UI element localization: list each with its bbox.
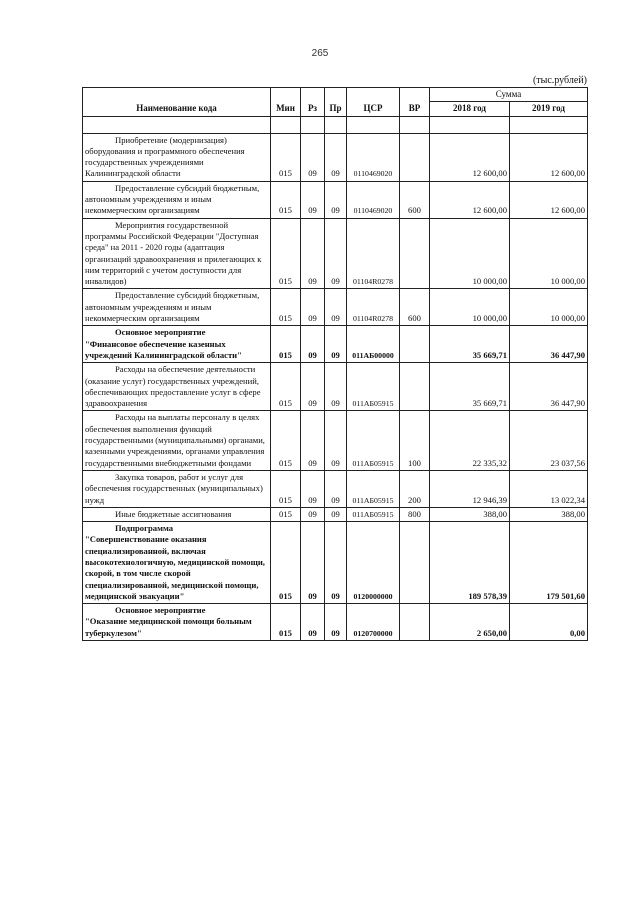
header-name: Наименование кода — [83, 88, 271, 117]
cell-vr: 200 — [400, 470, 430, 507]
cell-min: 015 — [271, 326, 301, 363]
cell-pr: 09 — [325, 218, 347, 289]
cell-min: 015 — [271, 411, 301, 470]
table-row — [83, 470, 588, 507]
row-label: Мероприятия государственной программы Российской Федерации "Доступная среда" на 2011 - 2020 годы (адаптация организаций здравоохранения и прилегающих к ним территорий с учетом доступности для инвалидов) — [85, 219, 262, 287]
cell-vr: 600 — [400, 289, 430, 326]
row-label: Расходы на обеспечение деятельности (оказание услуг) государственных учреждений, обеспечивающих предоставление услуг в сфере здравоохранения — [85, 364, 261, 409]
cell-vr: 800 — [400, 507, 430, 521]
cell-name — [83, 326, 271, 363]
cell-rz: 09 — [301, 133, 325, 181]
units-label: (тыс.рублей) — [532, 75, 587, 86]
cell-name — [83, 133, 271, 181]
cell-2019: 23 037,56 — [510, 411, 588, 470]
cell-2018: 2 650,00 — [430, 604, 510, 641]
row-label: Закупка товаров, работ и услуг для обеспечения государственных (муниципальных) нужд — [85, 471, 263, 505]
cell-rz: 09 — [301, 181, 325, 218]
cell-csr: 01104R0278 — [347, 218, 400, 289]
cell-pr: 09 — [325, 289, 347, 326]
cell-min: 015 — [271, 604, 301, 641]
cell-vr — [400, 522, 430, 604]
cell-vr — [400, 218, 430, 289]
cell-pr: 09 — [325, 181, 347, 218]
cell-csr: 0120000000 — [347, 522, 400, 604]
cell-2018: 12 600,00 — [430, 133, 510, 181]
table-row — [83, 218, 588, 289]
table-row — [83, 289, 588, 326]
cell-csr: 011АБ05915 — [347, 411, 400, 470]
cell-2018: 35 669,71 — [430, 326, 510, 363]
cell-pr: 09 — [325, 363, 347, 411]
cell-name — [83, 507, 271, 521]
header-csr: ЦСР — [347, 88, 400, 117]
spacer-cell — [325, 116, 347, 133]
cell-csr: 011АБ05915 — [347, 507, 400, 521]
table-row — [83, 522, 588, 604]
table-row — [83, 326, 588, 363]
cell-2018: 12 600,00 — [430, 181, 510, 218]
row-heading: Основное мероприятие — [115, 327, 206, 338]
cell-rz: 09 — [301, 470, 325, 507]
spacer-cell — [83, 116, 271, 133]
row-label: "Оказание медицинской помощи больным туберкулезом" — [85, 616, 252, 638]
cell-min: 015 — [271, 507, 301, 521]
cell-min: 015 — [271, 470, 301, 507]
cell-min: 015 — [271, 181, 301, 218]
cell-rz: 09 — [301, 218, 325, 289]
cell-min: 015 — [271, 522, 301, 604]
cell-2018: 189 578,39 — [430, 522, 510, 604]
cell-2019: 388,00 — [510, 507, 588, 521]
table-row — [83, 181, 588, 218]
header-sum: Сумма — [430, 88, 588, 102]
header-2019: 2019 год — [510, 102, 588, 116]
cell-rz: 09 — [301, 522, 325, 604]
cell-pr: 09 — [325, 604, 347, 641]
cell-min: 015 — [271, 218, 301, 289]
cell-min: 015 — [271, 289, 301, 326]
cell-vr: 600 — [400, 181, 430, 218]
cell-2019: 10 000,00 — [510, 218, 588, 289]
spacer-cell — [347, 116, 400, 133]
cell-name — [83, 181, 271, 218]
cell-csr: 011АБ05915 — [347, 470, 400, 507]
cell-csr: 0110469020 — [347, 181, 400, 218]
cell-2018: 35 669,71 — [430, 363, 510, 411]
cell-vr: 100 — [400, 411, 430, 470]
page-number: 265 — [311, 48, 329, 59]
row-label: Расходы на выплаты персоналу в целях обеспечения выполнения функций государственными (муниципальными) органами, казенными учреждениями, органами управления государственными внебюджетными фондами — [85, 412, 265, 468]
cell-rz: 09 — [301, 326, 325, 363]
cell-vr — [400, 326, 430, 363]
row-label: "Финансовое обеспечение казенных учреждений Калининградской области" — [85, 338, 242, 360]
cell-2019: 36 447,90 — [510, 326, 588, 363]
row-label: Предоставление субсидий бюджетным, автономным учреждениям и иным некоммерческим организациям — [85, 182, 260, 216]
cell-name — [83, 470, 271, 507]
cell-rz: 09 — [301, 363, 325, 411]
cell-rz: 09 — [301, 411, 325, 470]
cell-vr — [400, 133, 430, 181]
cell-name — [83, 522, 271, 604]
cell-pr: 09 — [325, 522, 347, 604]
spacer-cell — [271, 116, 301, 133]
cell-2019: 10 000,00 — [510, 289, 588, 326]
cell-2018: 388,00 — [430, 507, 510, 521]
cell-csr: 011АБ05915 — [347, 363, 400, 411]
row-label: Приобретение (модернизация) оборудования и программного обеспечения государственных учреждениями Калининградской области — [85, 134, 245, 179]
cell-vr — [400, 363, 430, 411]
header-rz: Рз — [301, 88, 325, 117]
cell-2019: 36 447,90 — [510, 363, 588, 411]
cell-2018: 22 335,32 — [430, 411, 510, 470]
cell-2019: 179 501,60 — [510, 522, 588, 604]
header-vr: ВР — [400, 88, 430, 117]
table-row — [83, 604, 588, 641]
row-label: Предоставление субсидий бюджетным, автономным учреждениям и иным некоммерческим организациям — [85, 290, 260, 324]
budget-table — [82, 87, 588, 641]
cell-csr: 011АБ00000 — [347, 326, 400, 363]
spacer-cell — [510, 116, 588, 133]
cell-name — [83, 411, 271, 470]
cell-csr: 0110469020 — [347, 133, 400, 181]
spacer-row — [83, 116, 588, 133]
row-heading: Подпрограмма — [115, 523, 174, 534]
cell-pr: 09 — [325, 411, 347, 470]
cell-csr: 0120700000 — [347, 604, 400, 641]
cell-csr: 01104R0278 — [347, 289, 400, 326]
cell-rz: 09 — [301, 507, 325, 521]
table-row — [83, 507, 588, 521]
cell-min: 015 — [271, 363, 301, 411]
table-row — [83, 133, 588, 181]
table-row — [83, 411, 588, 470]
cell-name — [83, 289, 271, 326]
header-pr: Пр — [325, 88, 347, 117]
spacer-cell — [430, 116, 510, 133]
cell-2019: 12 600,00 — [510, 133, 588, 181]
cell-name — [83, 604, 271, 641]
cell-name — [83, 363, 271, 411]
row-label: Иные бюджетные ассигнования — [115, 508, 232, 519]
cell-pr: 09 — [325, 470, 347, 507]
cell-2019: 13 022,34 — [510, 470, 588, 507]
cell-pr: 09 — [325, 326, 347, 363]
cell-2018: 10 000,00 — [430, 289, 510, 326]
spacer-cell — [400, 116, 430, 133]
row-label: "Совершенствование оказания специализированной, включая высокотехнологичную, медицинской помощи, скорой, в том числе скорой специализированной, медицинской помощи, медицинской эвакуации" — [85, 534, 265, 601]
header-min: Мин — [271, 88, 301, 117]
cell-2019: 0,00 — [510, 604, 588, 641]
cell-2018: 12 946,39 — [430, 470, 510, 507]
cell-rz: 09 — [301, 604, 325, 641]
cell-2018: 10 000,00 — [430, 218, 510, 289]
header-2018: 2018 год — [430, 102, 510, 116]
spacer-cell — [301, 116, 325, 133]
cell-rz: 09 — [301, 289, 325, 326]
cell-pr: 09 — [325, 507, 347, 521]
table-row — [83, 363, 588, 411]
cell-vr — [400, 604, 430, 641]
cell-2019: 12 600,00 — [510, 181, 588, 218]
cell-min: 015 — [271, 133, 301, 181]
row-heading: Основное мероприятие — [115, 605, 206, 616]
cell-pr: 09 — [325, 133, 347, 181]
cell-name — [83, 218, 271, 289]
